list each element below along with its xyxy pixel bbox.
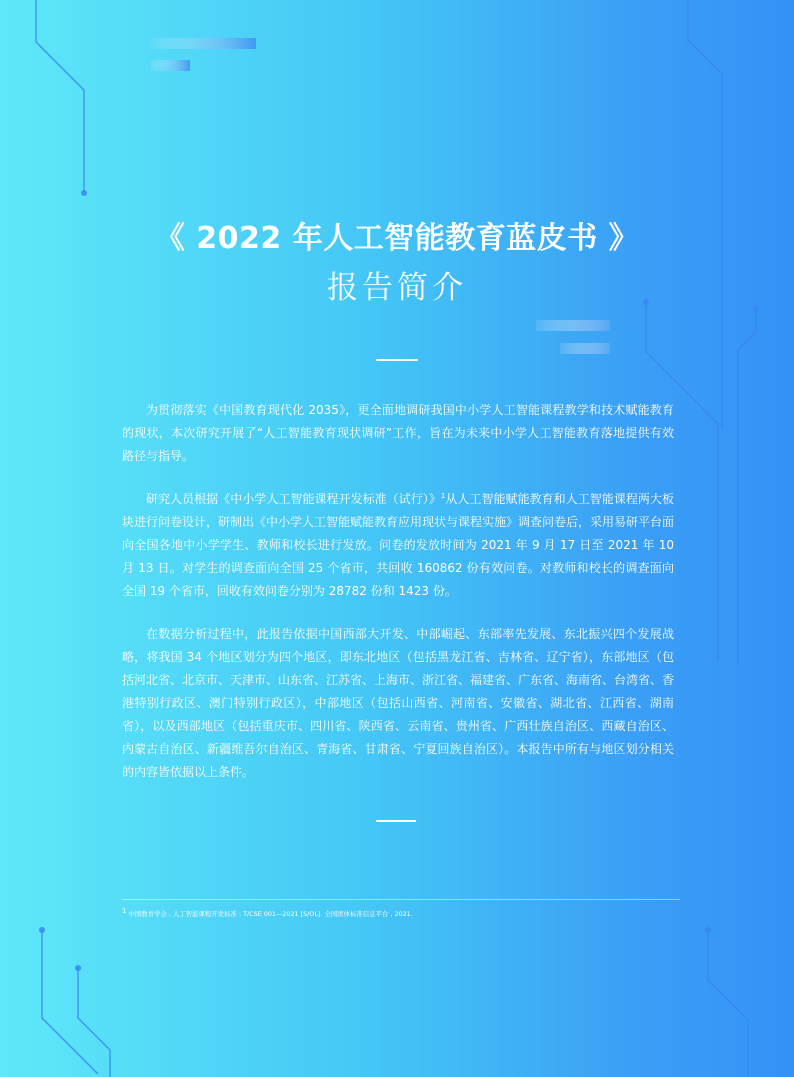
decor-bar — [150, 38, 256, 49]
footnote-text: 中国教育学会 . 人工智能课程开发标准 : T/CSE 001—2021 [S/OL]. 全国团体标准信息平台 , 2021. — [128, 910, 413, 918]
decor-bar — [150, 60, 190, 71]
page-title: 《 2022 年人工智能教育蓝皮书 》 — [154, 221, 640, 256]
footnote-rule — [122, 899, 680, 900]
circuit-node — [39, 927, 45, 933]
circuit-line — [78, 968, 110, 1077]
circuit-node — [81, 190, 87, 196]
circuit-line — [42, 930, 98, 1074]
circuit-line — [708, 930, 748, 1077]
circuit-node — [705, 927, 711, 933]
paragraph-1: 为贯彻落实《中国教育现代化 2035》，更全面地调研我国中小学人工智能课程教学和技术赋能教育的现状，本次研究开展了“人工智能教育现状调研”工作，旨在为未来中小学人工智能教育落地提供有效路径与指导。 — [122, 403, 674, 463]
decor-bar — [536, 320, 610, 331]
paragraph-2-text-before: 研究人员根据《中小学人工智能课程开发标准（试行）》 — [146, 492, 441, 506]
page-subtitle: 报告简介 — [327, 270, 467, 306]
footnote-mark: 1 — [122, 906, 127, 915]
footnote — [122, 906, 682, 919]
circuit-line — [36, 0, 84, 192]
paragraph-2 — [122, 488, 674, 603]
circuit-line — [738, 310, 756, 350]
paragraph-3: 在数据分析过程中，此报告依据中国西部大开发、中部崛起、东部率先发展、东北振兴四个发展战略，将我国 34 个地区划分为四个地区，即东北地区（包括黑龙江省、吉林省、辽宁省），东部地区（包括河北省、北京市、天津市、山东省、江苏省、上海市、浙江省、福建省、广东省、海南省、台湾省、香港特别行政区、澳门特别行政区），中部地区（包括山西省、河南省、安徽省、湖北省、江西省、湖南省），以及西部地区（包括重庆市、四川省、陕西省、云南省、贵州省、广西壮族自治区、西藏自治区、内蒙古自治区、新疆维吾尔自治区、青海省、甘肃省、宁夏回族自治区）。本报告中所有与地区划分相关的内容皆依据以上条件。 — [122, 627, 675, 779]
decor-bar — [560, 343, 610, 354]
circuit-node — [75, 965, 81, 971]
paragraph-2-text-after: 从人工智能赋能教育和人工智能课程两大板块进行问卷设计，研制出《中小学人工智能赋能教育应用现状与课程实施》调查问卷后，采用易研平台面向全国各地中小学学生、教师和校长进行发放。问卷的发放时间为 2021 年 9 月 17 日至 2021 年 10 月 13 日。对学生的调查面向全国 25 个省市，共回收 160862 份有效问卷。对教师和校长的调查面向全国 19 个省市，回收有效问卷分别为 28782 份和 1423 份。 — [122, 492, 675, 598]
circuit-line — [688, 0, 722, 430]
title-divider — [376, 359, 418, 361]
intro-body — [122, 399, 674, 804]
footnote-reference[interactable]: 1 — [440, 492, 446, 500]
end-divider — [376, 820, 416, 822]
